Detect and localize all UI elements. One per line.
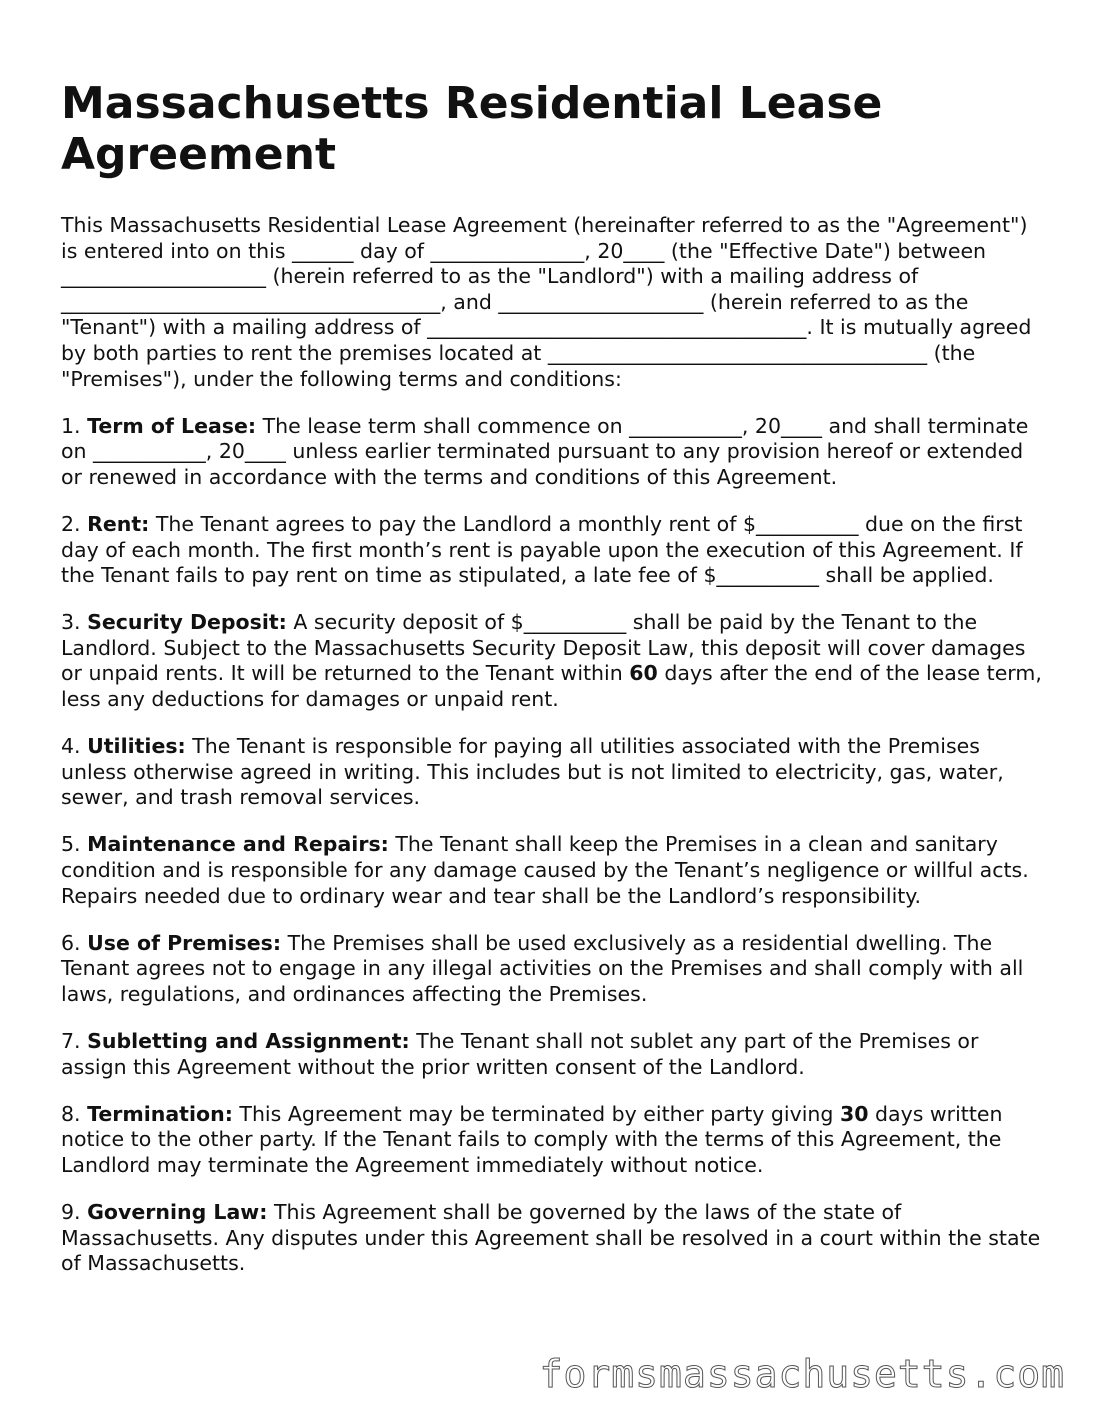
section-rent — [61, 512, 1045, 589]
section-subletting-assignment — [61, 1029, 1045, 1080]
notice-days: 30 — [839, 1101, 869, 1126]
section-termination — [61, 1102, 1045, 1179]
section-heading: Subletting and Assignment: — [87, 1028, 410, 1053]
section-heading: Termination: — [87, 1101, 233, 1126]
section-text: This Agreement may be terminated by either party giving — [239, 1101, 834, 1126]
section-maintenance-repairs — [61, 832, 1045, 909]
section-text: days written notice to the other party. If the Tenant fails to comply with the terms of this Agreement, the Landlord may terminate the Agreement immediately without notice. — [61, 1101, 1003, 1177]
section-heading: Utilities: — [87, 734, 186, 759]
section-number: 2. — [61, 511, 81, 536]
section-heading: Use of Premises: — [87, 930, 282, 955]
section-text: The Tenant is responsible for paying all utilities associated with the Premises unless otherwise agreed in writing. This includes but is not limited to electricity, gas, water, sewer, and trash removal services. — [61, 734, 1004, 810]
section-text: This Agreement shall be governed by the laws of the state of Massachusetts. Any disputes under this Agreement shall be resolved in a court within the state of Massachusetts. — [61, 1199, 1041, 1276]
section-text: The Tenant shall keep the Premises in a clean and sanitary condition and is responsible for any damage caused by the Tenant’s negligence or willful acts. Repairs needed due to ordinary wear and tear shall be the Landlord’s responsibility. — [61, 832, 1029, 908]
section-number: 3. — [61, 610, 81, 635]
section-text: The lease term shall commence on ___________, 20____ and shall terminate on ___________, 20____ unless earlier terminated pursuant to any provision hereof or extended or renewed in accordance with the terms and conditions of this Agreement. — [61, 413, 1029, 489]
section-use-of-premises — [61, 931, 1045, 1008]
section-heading: Security Deposit: — [87, 610, 287, 635]
section-number: 1. — [61, 413, 81, 438]
section-number: 4. — [61, 734, 81, 759]
section-term-of-lease — [61, 414, 1045, 491]
section-text: The Tenant agrees to pay the Landlord a monthly rent of $__________ due on the first day of each month. The first month’s rent is payable upon the execution of this Agreement. If the Tenant fails to pay rent on time as stipulated, a late fee of $__________ shall be applied. — [61, 511, 1023, 588]
section-number: 9. — [61, 1199, 81, 1224]
section-text: A security deposit of $__________ shall be paid by the Tenant to the Landlord. Subject to the Massachusetts Security Deposit Law, this deposit will cover damages or unpaid rents. It will be returned to the Tenant within — [61, 610, 1026, 686]
site-watermark: formsmassachusetts.com — [539, 1352, 1065, 1396]
section-text: days after the end of the lease term, less any deductions for damages or unpaid rent. — [61, 661, 1042, 711]
section-heading: Term of Lease: — [87, 413, 257, 438]
section-governing-law — [61, 1200, 1045, 1277]
section-security-deposit — [61, 610, 1045, 712]
section-number: 8. — [61, 1101, 81, 1126]
section-heading: Maintenance and Repairs: — [87, 832, 389, 857]
document-page — [61, 78, 1045, 1298]
intro-paragraph: This Massachusetts Residential Lease Agreement (hereinafter referred to as the "Agreement") is entered into on this ______ day of _______________, 20____ (the "Effective Date") between ____________________ (herein referred to as the "Landlord") with a mailing address of _____________________________________, and ____________________ (herein referred to as the "Tenant") with a mailing address of _____________________________________. It is mutually agreed by both parties to rent the premises located at _____________________________________ (the "Premises"), under the following terms and conditions: — [61, 213, 1032, 391]
document-title: Massachusetts Residential Lease Agreement — [61, 78, 883, 180]
section-heading: Governing Law: — [87, 1199, 268, 1224]
section-number: 7. — [61, 1028, 81, 1053]
section-number: 5. — [61, 832, 81, 857]
section-heading: Rent: — [87, 511, 150, 536]
section-number: 6. — [61, 930, 81, 955]
section-text: The Premises shall be used exclusively as a residential dwelling. The Tenant agrees not to engage in any illegal activities on the Premises and shall comply with all laws, regulations, and ordinances affecting the Premises. — [61, 930, 1024, 1006]
section-utilities — [61, 734, 1045, 811]
section-text: The Tenant shall not sublet any part of the Premises or assign this Agreement without the prior written consent of the Landlord. — [61, 1028, 979, 1079]
deposit-return-days: 60 — [629, 661, 658, 686]
